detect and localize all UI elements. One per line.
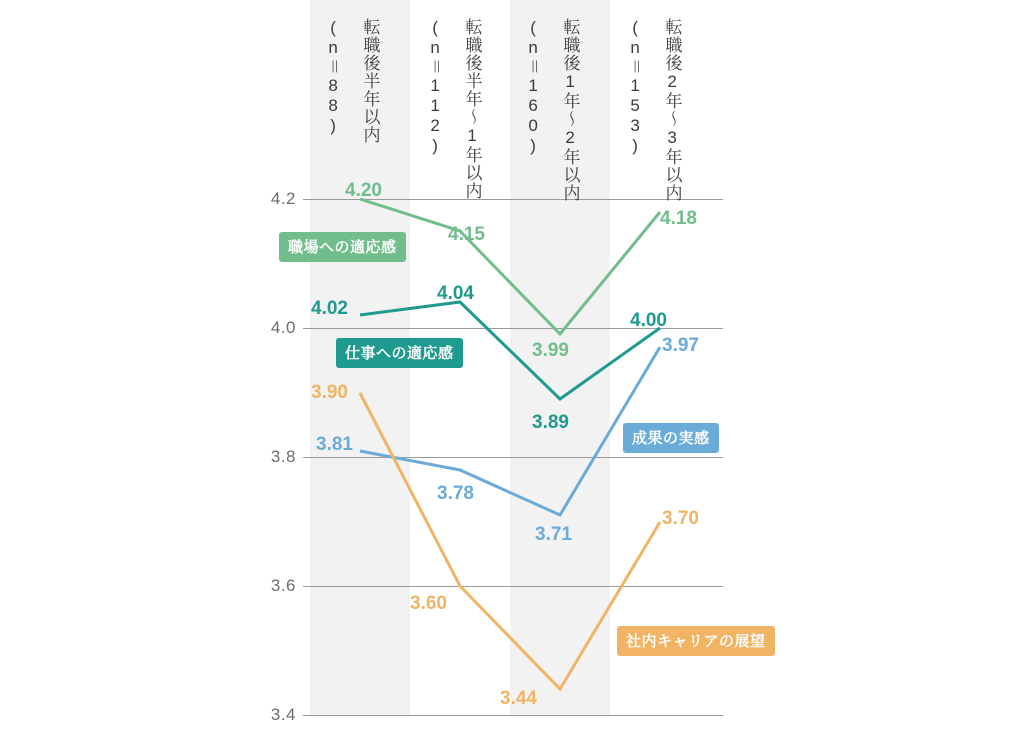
category-label-1: 転職後半年〜1年以内: [462, 18, 482, 200]
line-series-blue: [360, 347, 660, 515]
point-label-blue-1: 3.78: [437, 483, 474, 504]
y-axis-tick-3-6: 3.6: [270, 576, 296, 595]
point-label-blue-2: 3.71: [535, 524, 572, 545]
series-tag-green: 職場への適応感: [279, 232, 406, 262]
category-label-2: 転職後1年〜2年以内: [560, 18, 580, 202]
point-label-orange-2: 3.44: [500, 688, 537, 709]
point-label-blue-0: 3.81: [316, 434, 353, 455]
point-label-orange-3: 3.70: [662, 508, 699, 529]
point-label-orange-0: 3.90: [311, 382, 348, 403]
point-label-green-2: 3.99: [532, 340, 569, 361]
point-label-blue-3: 3.97: [662, 335, 699, 356]
line-series-green: [360, 199, 660, 334]
category-label-0: 転職後半年以内: [360, 18, 380, 144]
series-tag-orange: 社内キャリアの展望: [617, 626, 775, 656]
series-tag-blue: 成果の実感: [623, 423, 719, 453]
category-label-0-count: (n＝88): [323, 18, 343, 136]
category-label-1-count: (n＝112): [425, 18, 445, 156]
y-axis-tick-4-2: 4.2: [270, 189, 296, 208]
point-label-green-0: 4.20: [345, 180, 382, 201]
point-label-teal-0: 4.02: [311, 298, 348, 319]
line-series-orange: [360, 393, 660, 689]
y-axis-tick-3-8: 3.8: [270, 447, 296, 466]
point-label-teal-2: 3.89: [532, 412, 569, 433]
category-label-3-count: (n＝153): [625, 18, 645, 156]
y-axis-tick-4-0: 4.0: [270, 318, 296, 337]
point-label-orange-1: 3.60: [410, 593, 447, 614]
category-label-2-count: (n＝160): [523, 18, 543, 156]
point-label-green-1: 4.15: [448, 224, 485, 245]
y-axis-tick-3-4: 3.4: [270, 705, 296, 724]
point-label-teal-1: 4.04: [437, 283, 474, 304]
point-label-green-3: 4.18: [660, 208, 697, 229]
category-label-3: 転職後2年〜3年以内: [662, 18, 682, 202]
point-label-teal-3: 4.00: [630, 310, 667, 331]
series-tag-teal: 仕事への適応感: [336, 338, 463, 368]
